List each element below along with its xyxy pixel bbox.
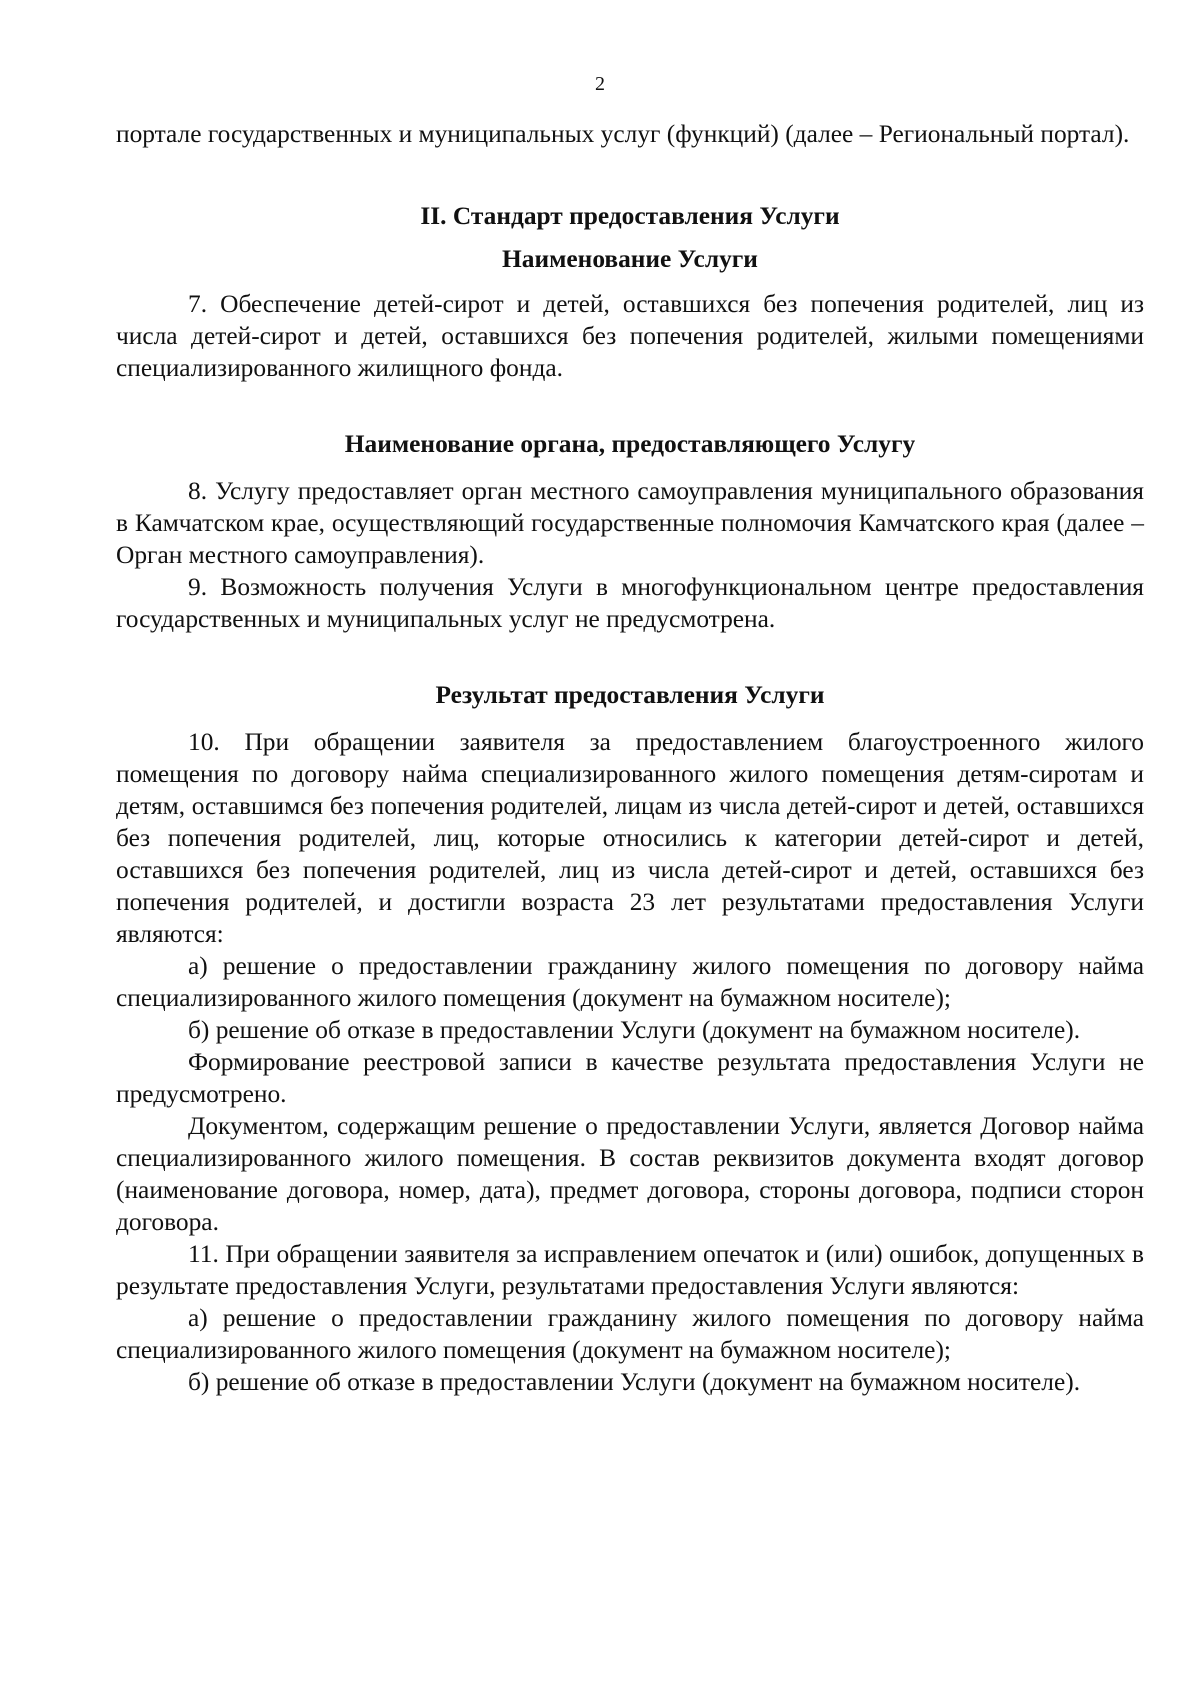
paragraph-11-a: а) решение о предоставлении гражданину жилого помещения по договору найма специализированного жилого помещения (документ на бумажном носителе); [116,1304,1144,1364]
paragraph-10-b: б) решение об отказе в предоставлении Услуги (документ на бумажном носителе). [188,1016,1081,1044]
document-body [116,118,1144,1398]
paragraph-10-registry: Формирование реестровой записи в качестве результата предоставления Услуги не предусмотрено. [116,1048,1144,1108]
paragraph-10-document: Документом, содержащим решение о предоставлении Услуги, является Договор найма специализированного жилого помещения. В состав реквизитов документа входят договор (наименование договора, номер, дата), предмет договора, стороны договора, подписи сторон договора. [116,1112,1144,1236]
subsection-title-organ: Наименование органа, предоставляющего Услугу [344,430,916,458]
subsection-title-name: Наименование Услуги [502,245,758,273]
subsection-title-result: Результат предоставления Услуги [435,681,825,709]
paragraph-8: 8. Услугу предоставляет орган местного самоуправления муниципального образования в Камчатском крае, осуществляющий государственные полномочия Камчатского края (далее – Орган местного самоуправления). [116,477,1144,569]
paragraph-10: 10. При обращении заявителя за предоставлением благоустроенного жилого помещения по договору найма специализированного жилого помещения детям-сиротам и детям, оставшимся без попечения родителей, лицам из числа детей-сирот и детей, оставшихся без попечения родителей, лиц, которые относились к категории детей-сирот и детей, оставшихся без попечения родителей, лиц из числа детей-сирот и детей, оставшихся без попечения родителей, и достигли возраста 23 лет результатами предоставления Услуги являются: [116,728,1144,948]
page-number: 2 [595,73,605,95]
paragraph-11-b: б) решение об отказе в предоставлении Услуги (документ на бумажном носителе). [188,1368,1081,1396]
intro-continuation: портале государственных и муниципальных услуг (функций) (далее – Региональный портал). [116,120,1130,148]
paragraph-7: 7. Обеспечение детей-сирот и детей, оставшихся без попечения родителей, лиц из числа детей-сирот и детей, оставшихся без попечения родителей, жилыми помещениями специализированного жилищного фонда. [116,290,1144,382]
paragraph-11: 11. При обращении заявителя за исправлением опечаток и (или) ошибок, допущенных в результате предоставления Услуги, результатами предоставления Услуги являются: [116,1240,1144,1300]
paragraph-9: 9. Возможность получения Услуги в многофункциональном центре предоставления государственных и муниципальных услуг не предусмотрена. [116,573,1144,633]
section-title: II. Стандарт предоставления Услуги [420,202,840,230]
paragraph-10-a: а) решение о предоставлении гражданину жилого помещения по договору найма специализированного жилого помещения (документ на бумажном носителе); [116,952,1144,1012]
